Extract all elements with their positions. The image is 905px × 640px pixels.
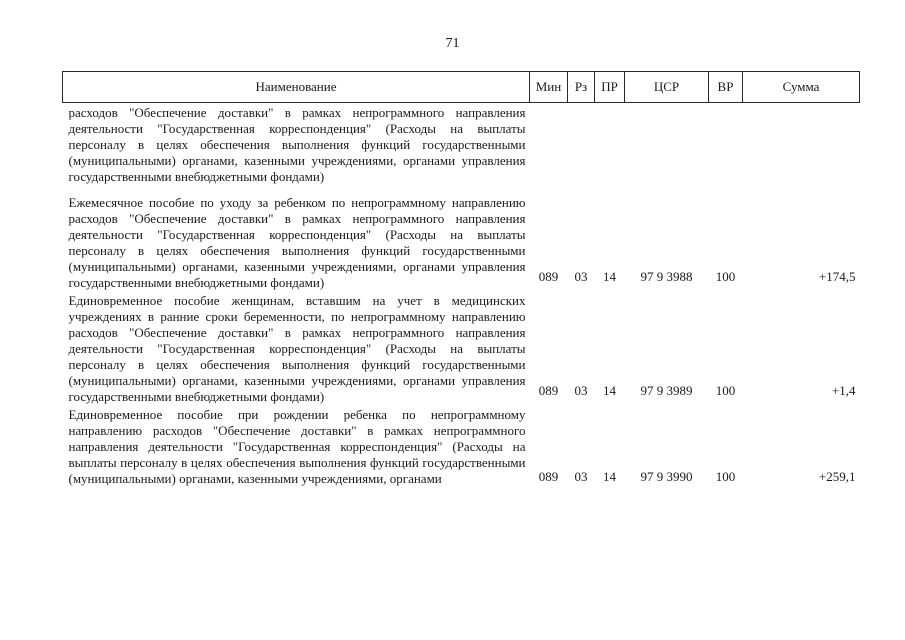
header-sum: Сумма [743, 72, 860, 103]
row-pr: 14 [603, 383, 616, 398]
row-rz [568, 103, 595, 196]
row-vr [709, 103, 743, 196]
row-pr: 14 [603, 269, 616, 284]
row-csr: 97 9 3989 [640, 383, 693, 398]
table-row [63, 407, 860, 487]
row-min [530, 103, 568, 196]
table-row [63, 103, 860, 196]
row-sum: +1,4 [831, 383, 856, 398]
table-row [63, 293, 860, 407]
row-sum [743, 103, 860, 196]
row-pr: 14 [603, 469, 616, 484]
row-name: Ежемесячное пособие по уходу за ребенком по непрограммному направлению расходов "Обеспечение доставки" в рамках непрограммного направления деятельности "Государственная корреспонденция" (Расходы на выплаты персоналу в целях обеспечения выполнения функций государственными (муниципальными) органами, казенными учреждениями, органами управления государственными внебюджетными фондами) [68, 195, 526, 290]
row-name: Единовременное пособие женщинам, вставшим на учет в медицинских учреждениях в ранние сроки беременности, по непрограммному направлению расходов "Обеспечение доставки" в рамках непрограммного направления деятельности "Государственная корреспонденция" (Расходы на выплаты персоналу в целях обеспечения выполнения функций государственными (муниципальными) органами, казенными учреждениями, органами управления государственными внебюджетными фондами) [68, 293, 526, 404]
budget-table [62, 71, 860, 487]
header-rz: Рз [568, 72, 595, 103]
row-rz: 03 [574, 469, 588, 484]
row-name: Единовременное пособие при рождении ребенка по непрограммному направлению расходов "Обеспечение доставки" в рамках непрограммного направления деятельности "Государственная корреспонденция" (Расходы на выплаты персоналу в целях обеспечения выполнения функций государственными (муниципальными) органами, казенными учреждениями, органами [68, 407, 526, 486]
row-rz: 03 [574, 383, 588, 398]
row-name: расходов "Обеспечение доставки" в рамках непрограммного направления деятельности "Государственная корреспонденция" (Расходы на выплаты персоналу в целях обеспечения выполнения функций государственными (муниципальными) органами, казенными учреждениями, органами управления государственными внебюджетными фондами) [68, 105, 526, 184]
header-pr: ПР [595, 72, 625, 103]
row-vr: 100 [715, 383, 736, 398]
row-vr: 100 [715, 269, 736, 284]
row-sum: +259,1 [818, 469, 856, 484]
row-min: 089 [538, 269, 559, 284]
row-csr [625, 103, 709, 196]
header-vr: ВР [709, 72, 743, 103]
row-vr: 100 [715, 469, 736, 484]
row-pr [595, 103, 625, 196]
header-min: Мин [530, 72, 568, 103]
table-row [63, 195, 860, 293]
header-name: Наименование [63, 72, 530, 103]
row-sum: +174,5 [818, 269, 856, 284]
row-csr: 97 9 3988 [640, 269, 693, 284]
row-rz: 03 [574, 269, 588, 284]
row-min: 089 [538, 383, 559, 398]
row-min: 089 [538, 469, 559, 484]
row-csr: 97 9 3990 [640, 469, 693, 484]
header-csr: ЦСР [625, 72, 709, 103]
page-number: 71 [445, 36, 460, 51]
table-header [63, 72, 860, 103]
